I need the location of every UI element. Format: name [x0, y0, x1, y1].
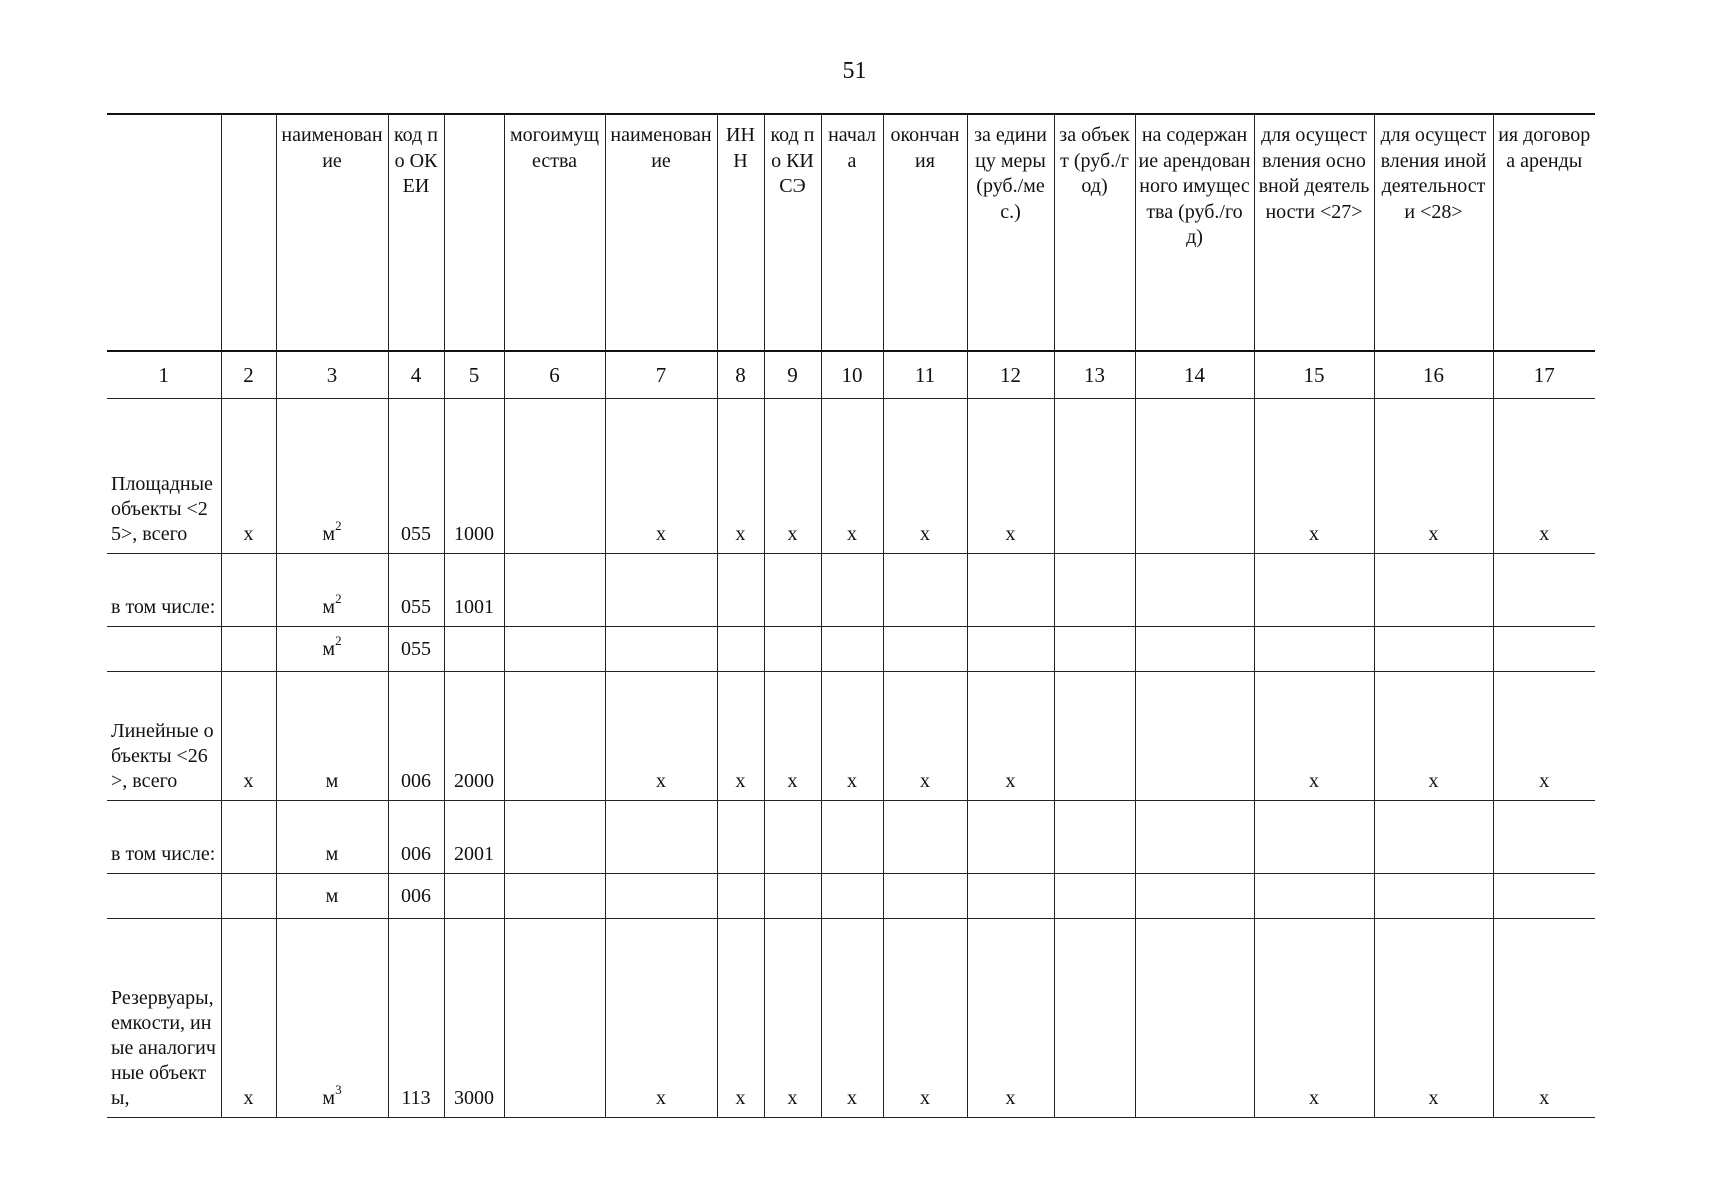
cell-col-11 [883, 801, 967, 874]
row-label: Резервуары, емкости, иные аналогичные объекты, [107, 919, 221, 1118]
column-number: 2 [221, 351, 276, 399]
cell-col-8: х [717, 399, 764, 554]
column-number: 5 [444, 351, 504, 399]
cell-col-16: х [1374, 399, 1493, 554]
cell-col-8 [717, 554, 764, 627]
column-number: 8 [717, 351, 764, 399]
cell-col-9 [764, 874, 821, 919]
column-number: 17 [1493, 351, 1595, 399]
cell-col-12 [967, 554, 1054, 627]
unit-text: м [322, 637, 336, 660]
header-cell-8: ИНН [717, 114, 764, 351]
cell-code: 2001 [444, 801, 504, 874]
column-number: 11 [883, 351, 967, 399]
cell-col-15: х [1254, 919, 1374, 1118]
cell-col-11 [883, 874, 967, 919]
cell-col-10 [821, 554, 883, 627]
cell-col-17 [1493, 554, 1595, 627]
cell-col-9: х [764, 399, 821, 554]
header-cell-17: ия договора аренды [1493, 114, 1595, 351]
row-label: Линейные объекты <26>, всего [107, 672, 221, 801]
cell-code [444, 874, 504, 919]
cell-col-6 [504, 399, 605, 554]
cell-unit [276, 672, 388, 801]
header-cell-6: могоимущества [504, 114, 605, 351]
cell-col-16 [1374, 874, 1493, 919]
unit-exponent: 2 [335, 591, 342, 607]
header-cell-14: на содержание арендованного имущества (руб./год) [1135, 114, 1254, 351]
column-number: 7 [605, 351, 717, 399]
header-cell-10: начала [821, 114, 883, 351]
cell-col-12: х [967, 672, 1054, 801]
cell-col-2 [221, 627, 276, 672]
cell-col-7: х [605, 399, 717, 554]
row-label [107, 627, 221, 672]
unit-text: м [325, 884, 339, 907]
cell-col-15 [1254, 627, 1374, 672]
cell-col-9 [764, 801, 821, 874]
cell-col-12 [967, 801, 1054, 874]
cell-col-13 [1054, 919, 1135, 1118]
header-cell-3: наименование [276, 114, 388, 351]
header-cell-11: окончания [883, 114, 967, 351]
cell-col-11: х [883, 919, 967, 1118]
column-number: 3 [276, 351, 388, 399]
header-cell-16: для осуществления иной деятельности <28> [1374, 114, 1493, 351]
table-row [107, 627, 1595, 672]
cell-col-14 [1135, 554, 1254, 627]
unit-exponent: 2 [335, 518, 342, 534]
cell-col-12: х [967, 399, 1054, 554]
cell-col-14 [1135, 919, 1254, 1118]
cell-col-16: х [1374, 919, 1493, 1118]
column-number-row [107, 351, 1595, 399]
column-number: 16 [1374, 351, 1493, 399]
cell-col-7 [605, 627, 717, 672]
cell-unit [276, 919, 388, 1118]
cell-col-7 [605, 874, 717, 919]
cell-col-13 [1054, 672, 1135, 801]
cell-col-8 [717, 874, 764, 919]
cell-col-10: х [821, 919, 883, 1118]
cell-col-2 [221, 554, 276, 627]
cell-col-9 [764, 627, 821, 672]
cell-col-17 [1493, 627, 1595, 672]
cell-col-11 [883, 627, 967, 672]
table-row [107, 919, 1595, 1118]
cell-col-6 [504, 672, 605, 801]
cell-unit [276, 399, 388, 554]
cell-col-17 [1493, 801, 1595, 874]
cell-col-15: х [1254, 399, 1374, 554]
cell-col-14 [1135, 627, 1254, 672]
cell-col-17: х [1493, 672, 1595, 801]
unit-text: м [322, 523, 336, 545]
column-number: 6 [504, 351, 605, 399]
cell-col-16 [1374, 801, 1493, 874]
cell-col-7: х [605, 672, 717, 801]
column-number: 15 [1254, 351, 1374, 399]
cell-okei: 055 [388, 627, 444, 672]
cell-okei: 006 [388, 801, 444, 874]
cell-okei: 006 [388, 874, 444, 919]
column-number: 10 [821, 351, 883, 399]
cell-col-13 [1054, 399, 1135, 554]
cell-col-15: х [1254, 672, 1374, 801]
cell-col-11: х [883, 399, 967, 554]
cell-col-2 [221, 874, 276, 919]
cell-col-8 [717, 627, 764, 672]
column-number: 1 [107, 351, 221, 399]
cell-col-11: х [883, 672, 967, 801]
cell-col-15 [1254, 874, 1374, 919]
cell-col-13 [1054, 874, 1135, 919]
unit-text: м [325, 843, 339, 865]
cell-col-6 [504, 627, 605, 672]
cell-code [444, 627, 504, 672]
cell-col-13 [1054, 627, 1135, 672]
header-cell-9: код по КИСЭ [764, 114, 821, 351]
cell-col-2: х [221, 672, 276, 801]
cell-okei: 006 [388, 672, 444, 801]
row-label: в том числе: [107, 801, 221, 874]
cell-col-10 [821, 801, 883, 874]
table-row [107, 672, 1595, 801]
column-number: 13 [1054, 351, 1135, 399]
unit-text: м [325, 770, 339, 792]
cell-col-14 [1135, 801, 1254, 874]
cell-okei: 113 [388, 919, 444, 1118]
cell-col-16: х [1374, 672, 1493, 801]
cell-col-2 [221, 801, 276, 874]
cell-col-17: х [1493, 919, 1595, 1118]
table-row [107, 554, 1595, 627]
table-header-row [107, 114, 1595, 351]
cell-okei: 055 [388, 554, 444, 627]
cell-col-13 [1054, 554, 1135, 627]
cell-col-10: х [821, 399, 883, 554]
cell-col-17 [1493, 874, 1595, 919]
header-cell-12: за единицу меры (руб./мес.) [967, 114, 1054, 351]
cell-code: 1000 [444, 399, 504, 554]
cell-col-10: х [821, 672, 883, 801]
cell-col-7: х [605, 919, 717, 1118]
unit-text: м [322, 1087, 336, 1109]
cell-col-9 [764, 554, 821, 627]
cell-col-12 [967, 627, 1054, 672]
header-cell-15: для осуществления основной деятельности <27> [1254, 114, 1374, 351]
cell-code: 1001 [444, 554, 504, 627]
cell-col-14 [1135, 399, 1254, 554]
cell-unit [276, 627, 388, 672]
column-number: 9 [764, 351, 821, 399]
cell-col-11 [883, 554, 967, 627]
page-number: 51 [842, 58, 867, 84]
header-cell-1 [107, 114, 221, 351]
cell-col-8 [717, 801, 764, 874]
cell-col-14 [1135, 672, 1254, 801]
table-row [107, 801, 1595, 874]
cell-col-2: х [221, 919, 276, 1118]
cell-col-6 [504, 874, 605, 919]
cell-col-15 [1254, 554, 1374, 627]
cell-col-12: х [967, 919, 1054, 1118]
column-number: 12 [967, 351, 1054, 399]
cell-okei: 055 [388, 399, 444, 554]
table-row [107, 874, 1595, 919]
row-label: Площадные объекты <25>, всего [107, 399, 221, 554]
header-cell-13: за объект (руб./год) [1054, 114, 1135, 351]
cell-col-10 [821, 627, 883, 672]
cell-col-14 [1135, 874, 1254, 919]
cell-col-16 [1374, 554, 1493, 627]
cell-col-6 [504, 919, 605, 1118]
row-label [107, 874, 221, 919]
unit-exponent: 2 [335, 632, 342, 648]
header-cell-7: наименование [605, 114, 717, 351]
unit-text: м [322, 596, 336, 618]
rental-property-table [107, 113, 1595, 1118]
cell-col-7 [605, 801, 717, 874]
cell-col-6 [504, 801, 605, 874]
cell-col-2: х [221, 399, 276, 554]
row-label: в том числе: [107, 554, 221, 627]
cell-unit [276, 801, 388, 874]
cell-col-9: х [764, 672, 821, 801]
cell-col-8: х [717, 672, 764, 801]
cell-col-8: х [717, 919, 764, 1118]
cell-col-9: х [764, 919, 821, 1118]
header-cell-4: код по ОКЕИ [388, 114, 444, 351]
unit-exponent: 3 [335, 1082, 342, 1098]
cell-code: 3000 [444, 919, 504, 1118]
cell-col-7 [605, 554, 717, 627]
table-row [107, 399, 1595, 554]
cell-unit [276, 874, 388, 919]
column-number: 14 [1135, 351, 1254, 399]
cell-col-6 [504, 554, 605, 627]
cell-unit [276, 554, 388, 627]
cell-col-17: х [1493, 399, 1595, 554]
header-cell-5 [444, 114, 504, 351]
column-number: 4 [388, 351, 444, 399]
cell-col-12 [967, 874, 1054, 919]
cell-col-10 [821, 874, 883, 919]
header-cell-2 [221, 114, 276, 351]
cell-code: 2000 [444, 672, 504, 801]
cell-col-16 [1374, 627, 1493, 672]
cell-col-15 [1254, 801, 1374, 874]
cell-col-13 [1054, 801, 1135, 874]
